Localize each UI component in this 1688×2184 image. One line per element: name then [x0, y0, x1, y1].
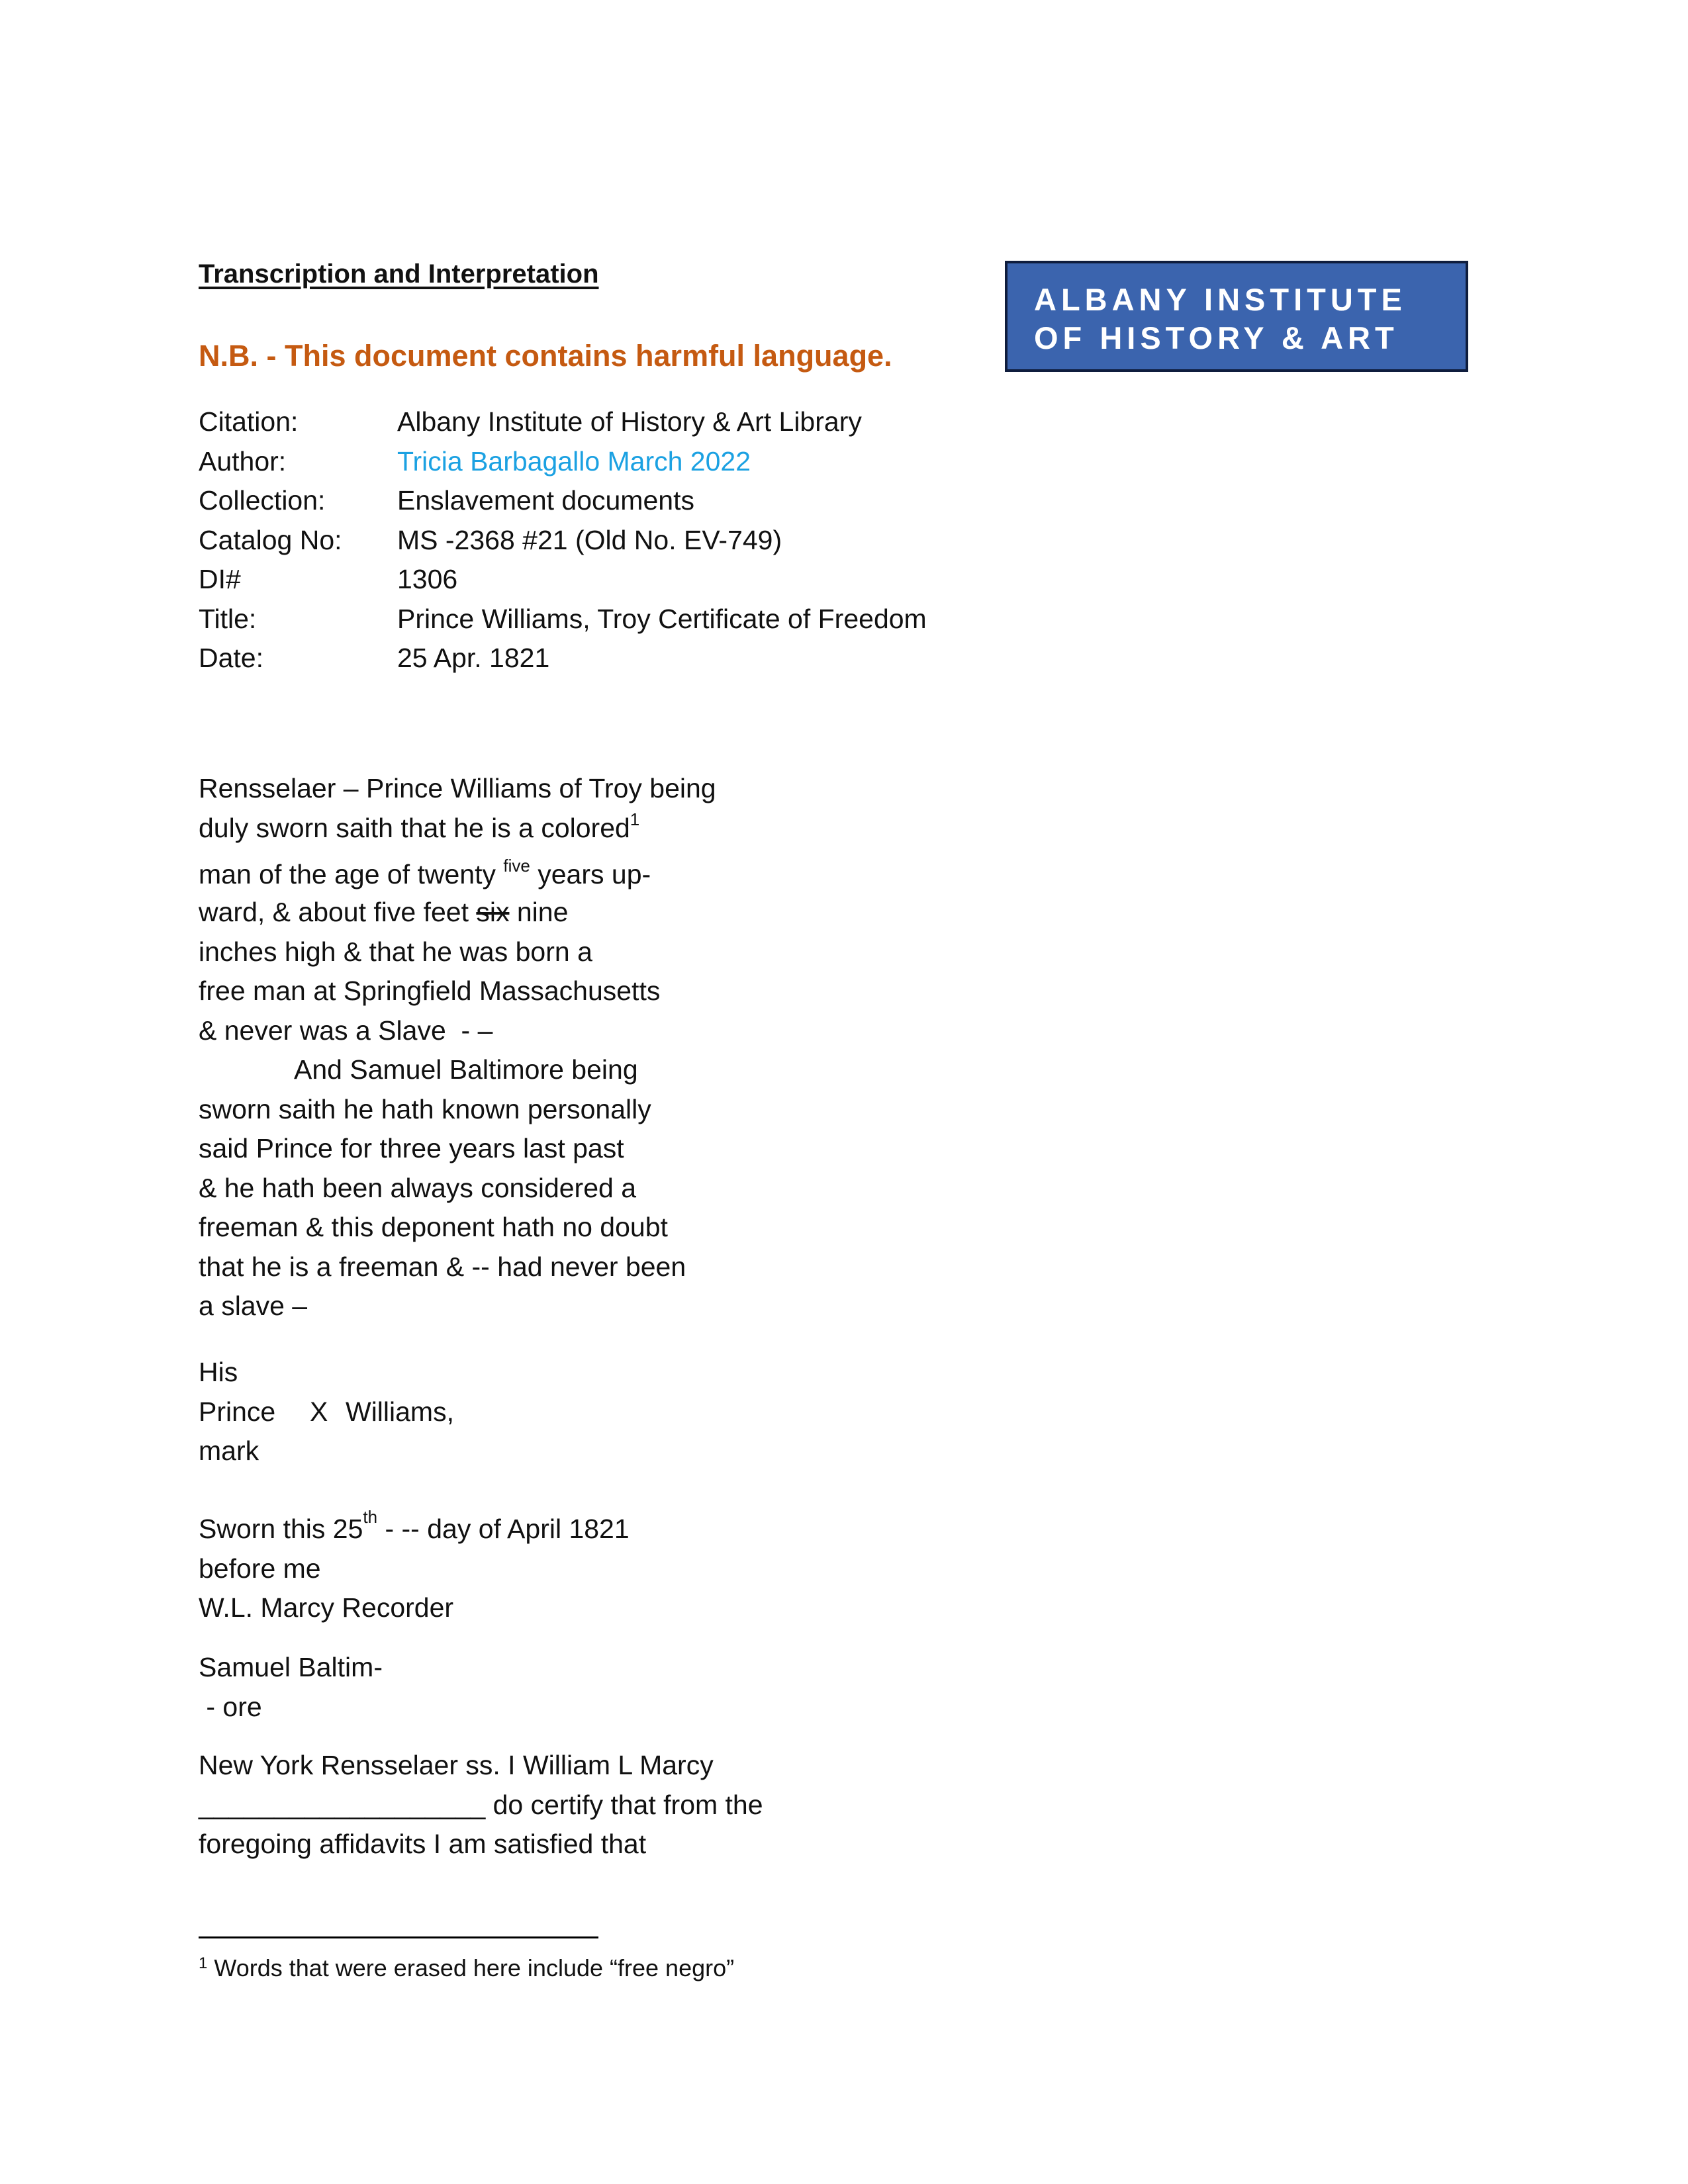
- body-text: ward, & about five feet: [199, 897, 477, 927]
- meta-row-collection: [199, 481, 927, 521]
- samuel-line: - ore: [199, 1691, 262, 1722]
- body-line: free man at Springfield Massachusetts: [199, 976, 661, 1006]
- sig-line: [199, 1392, 454, 1432]
- body-text: duly sworn saith that he is a colored: [199, 812, 630, 843]
- footnote-number: 1: [199, 1954, 208, 1972]
- logo-line-2: OF HISTORY & ART: [1034, 320, 1399, 355]
- meta-label: Catalog No:: [199, 524, 342, 555]
- samuel-signature: [199, 1648, 383, 1727]
- body-line: freeman & this deponent hath no doubt: [199, 1212, 668, 1242]
- body-text: nine: [509, 897, 569, 927]
- body-line: [199, 809, 716, 848]
- meta-label: Collection:: [199, 485, 326, 516]
- citation-table: [199, 402, 927, 678]
- body-line: that he is a freeman & -- had never been: [199, 1251, 686, 1282]
- body-text: years up-: [530, 859, 651, 889]
- meta-value: Albany Institute of History & Art Library: [397, 406, 862, 437]
- sworn-line: W.L. Marcy Recorder: [199, 1592, 454, 1623]
- meta-row-author: [199, 442, 927, 482]
- certify-line: ___________________ do certify that from the: [199, 1789, 763, 1820]
- meta-value: 1306: [397, 564, 458, 594]
- samuel-line: Samuel Baltim-: [199, 1652, 383, 1682]
- inserted-word: five: [503, 856, 530, 876]
- body-line: [199, 893, 716, 933]
- logo-line-1: ALBANY INSTITUTE: [1034, 282, 1407, 317]
- sworn-line: [199, 1507, 630, 1549]
- body-line: said Prince for three years last past: [199, 1133, 624, 1163]
- meta-row-di: [199, 560, 927, 600]
- certify-line: New York Rensselaer ss. I William L Marcy: [199, 1750, 714, 1780]
- footnote: [199, 1954, 734, 1982]
- body-line: And Samuel Baltimore being: [294, 1054, 638, 1085]
- sworn-text: - -- day of April 1821: [377, 1514, 630, 1544]
- meta-label: Date:: [199, 643, 263, 673]
- footnote-divider: [199, 1936, 598, 1938]
- institution-logo: [1005, 261, 1468, 372]
- meta-label: Title:: [199, 603, 257, 634]
- body-text: man of the age of twenty: [199, 859, 504, 889]
- content-warning: N.B. - This document contains harmful language.: [199, 339, 892, 373]
- body-line: Rensselaer – Prince Williams of Troy being: [199, 773, 716, 803]
- sig-x-mark: X: [310, 1396, 328, 1427]
- body-line: & never was a Slave - –: [199, 1015, 493, 1046]
- meta-value: 25 Apr. 1821: [397, 643, 550, 673]
- body-line: & he hath been always considered a: [199, 1172, 637, 1203]
- page-heading: Transcription and Interpretation: [199, 259, 599, 289]
- body-line: [199, 848, 716, 893]
- footnote-text: Words that were erased here include “free negro”: [207, 1954, 735, 1981]
- sworn-block: [199, 1507, 630, 1628]
- meta-value: Enslavement documents: [397, 485, 694, 516]
- certify-block: [199, 1746, 763, 1864]
- struck-word: six: [476, 897, 510, 927]
- meta-value: Prince Williams, Troy Certificate of Freedom: [397, 603, 927, 634]
- certify-line: foregoing affidavits I am satisfied that: [199, 1829, 647, 1859]
- author-link[interactable]: Tricia Barbagallo March 2022: [397, 445, 751, 477]
- meta-row-citation: [199, 402, 927, 442]
- transcription-body: [199, 769, 716, 1326]
- meta-row-title: [199, 600, 927, 639]
- sworn-text: Sworn this 25: [199, 1514, 363, 1544]
- sworn-line: before me: [199, 1553, 321, 1584]
- sig-name-first: Prince: [199, 1396, 276, 1427]
- sig-name-last: Williams,: [346, 1396, 454, 1427]
- sig-line: His: [199, 1357, 238, 1387]
- signature-mark: [199, 1353, 454, 1471]
- meta-value: MS -2368 #21 (Old No. EV-749): [397, 524, 782, 555]
- ordinal-suffix: th: [363, 1507, 378, 1527]
- meta-label: Author:: [199, 445, 287, 477]
- body-line: a slave –: [199, 1291, 308, 1321]
- meta-label: DI#: [199, 564, 241, 594]
- meta-row-date: [199, 639, 927, 678]
- sig-line: mark: [199, 1435, 259, 1466]
- body-line: inches high & that he was born a: [199, 936, 592, 967]
- footnote-ref[interactable]: 1: [630, 809, 640, 829]
- body-line: sworn saith he hath known personally: [199, 1093, 651, 1124]
- meta-row-catalog: [199, 521, 927, 561]
- meta-label: Citation:: [199, 406, 299, 437]
